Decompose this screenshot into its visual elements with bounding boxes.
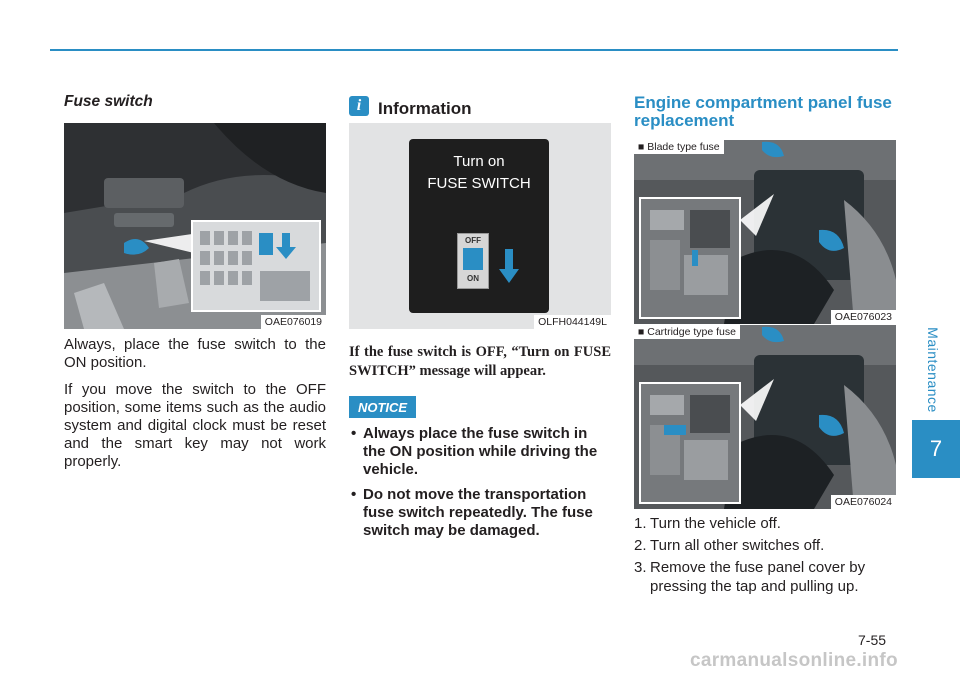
chapter-tab[interactable]: 7 (912, 420, 960, 478)
display-line-2: FUSE SWITCH (427, 175, 531, 192)
info-icon: i (349, 96, 369, 116)
photo-tag: ■ Blade type fuse (634, 140, 724, 154)
list-item: • Always place the fuse switch in the ON position while driving the vehicle. (351, 425, 598, 478)
image-code: OAE076024 (831, 495, 896, 509)
image-code: OAE076019 (261, 315, 326, 329)
notice-badge: NOTICE (349, 396, 416, 418)
image-code: OAE076023 (831, 310, 896, 324)
switch-off-label: OFF (465, 236, 481, 245)
display-line-1: Turn on (453, 153, 505, 170)
list-item: 1. Turn the vehicle off. (634, 515, 781, 532)
header-rule (50, 49, 898, 51)
image-code: OLFH044149L (534, 315, 611, 329)
replacement-steps (634, 514, 896, 599)
list-item: 3. Remove the fuse panel cover by pressing the tap and pulling up. (634, 559, 866, 595)
cluster-display (409, 139, 549, 313)
switch-on-label: ON (467, 274, 479, 283)
paragraph: Always, place the fuse switch to the ON position. (64, 336, 326, 371)
dashboard-illustration (64, 123, 326, 329)
arrow-down-icon (499, 249, 519, 285)
switch-lever (463, 248, 483, 270)
switch-graphic (457, 233, 489, 289)
section-side-label: Maintenance (925, 327, 941, 413)
photo-tag: ■ Cartridge type fuse (634, 325, 740, 339)
watermark: carmanualsonline.info (690, 650, 898, 671)
engine-bay-illustration (634, 140, 896, 324)
list-item: 2. Turn all other switches off. (634, 537, 825, 554)
section-heading-engine-fuse: Engine compartment panel fuse replacement (634, 93, 892, 130)
blade-fuse-photo (634, 140, 896, 324)
paragraph: If you move the switch to the OFF position, some items such as the audio system and digital clock must be reset and the smart key may not work properly. (64, 381, 326, 470)
section-heading-fuse-switch: Fuse switch (64, 93, 153, 110)
info-note: If the fuse switch is OFF, “Turn on FUSE SWITCH” message will appear. (349, 344, 611, 379)
engine-bay-illustration (634, 325, 896, 509)
page-number: 7-55 (858, 632, 887, 648)
fuse-switch-photo (64, 123, 326, 329)
notice-list (349, 425, 611, 547)
cluster-message-image (349, 123, 611, 329)
cartridge-fuse-photo (634, 325, 896, 509)
fuse-switch-text (64, 336, 326, 480)
info-title: Information (378, 99, 472, 118)
list-item: • Do not move the transportation fuse switch repeatedly. The fuse switch may be damaged. (351, 486, 593, 539)
